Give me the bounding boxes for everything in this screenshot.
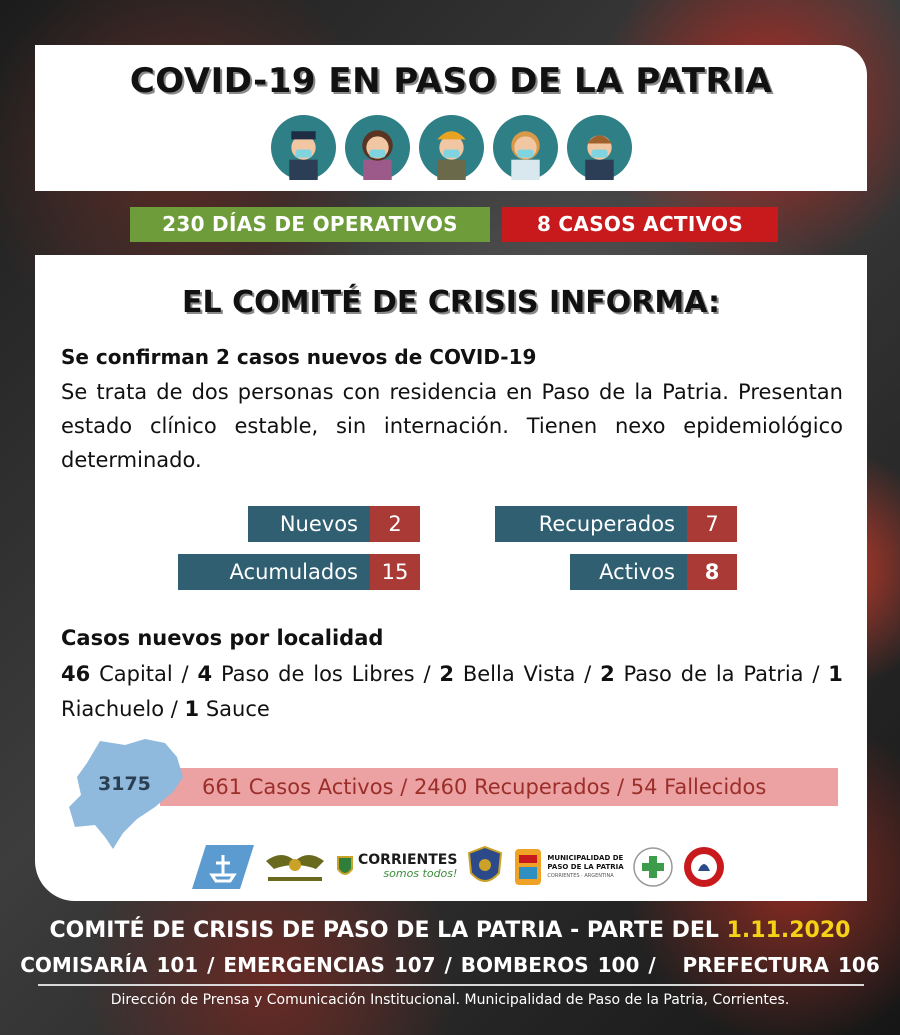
news-body: Se trata de dos personas con residencia en Paso de la Patria. Presentan estado clínico estable, sin internación. Tienen nexo epidemiológico determinado. [61, 380, 843, 472]
woman-mask-icon [345, 115, 410, 180]
municipality-emblem-icon [513, 847, 543, 887]
emergency-numbers: COMISARÍA 101 / EMERGENCIAS 107 / BOMBEROS 100 / PREFECTURA 106 [20, 953, 880, 977]
active-cases-badge: 8 CASOS ACTIVOS [502, 207, 778, 242]
avatar-row [35, 115, 867, 180]
stat-label: Acumulados [178, 554, 370, 590]
locality-count: 2 [439, 662, 454, 686]
province-total: 3175 [98, 773, 151, 795]
institution-logos [192, 845, 726, 889]
stat-value: 15 [370, 554, 420, 590]
news-heading: Se confirman 2 casos nuevos de COVID-19 [61, 345, 537, 369]
corrientes-slogan: somos todos! [383, 867, 458, 880]
locality-count: 4 [197, 662, 213, 686]
footer-divider [38, 984, 864, 986]
footer-title: COMITÉ DE CRISIS DE PASO DE LA PATRIA - PARTE DEL 1.11.2020 [49, 918, 851, 943]
province-summary: 661 Casos Activos / 2460 Recuperados / 54 Fallecidos [202, 775, 767, 799]
page-title: COVID-19 EN PASO DE LA PATRIA [129, 61, 773, 101]
localities-heading: Casos nuevos por localidad [61, 626, 384, 650]
locality-count: 46 [61, 662, 91, 686]
prefectura-logo-icon [192, 845, 254, 889]
header-panel [35, 45, 867, 191]
stat-acumulados [178, 554, 420, 590]
municipality-line3: CORRIENTES · ARGENTINA [547, 872, 614, 879]
corrientes-logo [336, 845, 457, 889]
locality-count: 1 [828, 662, 843, 686]
province-summary-bar [160, 768, 838, 806]
localities-list: 46 Capital / 4 Paso de los Libres / 2 Bella Vista / 2 Paso de la Patria / 1 Riachuelo / 1 Sauce [61, 662, 843, 721]
locality-name: Capital [99, 662, 173, 686]
police-shield-logo-icon [465, 845, 505, 889]
footer-credit: Dirección de Prensa y Comunicación Institucional. Municipalidad de Paso de la Patria, Corrientes. [110, 992, 790, 1008]
bomberos-logo-icon [682, 845, 726, 889]
locality-name: Bella Vista [462, 662, 576, 686]
municipality-line2: PASO DE LA PATRIA [547, 862, 624, 871]
stat-value: 8 [687, 554, 737, 590]
locality-count: 2 [600, 662, 615, 686]
municipality-line1: MUNICIPALIDAD DE [547, 853, 624, 862]
corrientes-name: CORRIENTES [358, 852, 458, 868]
firefighter-icon [419, 115, 484, 180]
municipality-logo [513, 845, 623, 889]
stat-recuperados [495, 506, 737, 542]
status-badges [130, 207, 778, 242]
stat-value: 7 [687, 506, 737, 542]
locality-name: Sauce [205, 697, 270, 721]
locality-count: 1 [184, 697, 200, 721]
stat-label: Nuevos [248, 506, 370, 542]
gendarmeria-logo-icon [262, 845, 328, 889]
man-mask-icon [567, 115, 632, 180]
police-officer-icon [271, 115, 336, 180]
report-date: 1.11.2020 [726, 918, 851, 943]
stat-nuevos [248, 506, 420, 542]
report-title: EL COMITÉ DE CRISIS INFORMA: [182, 285, 720, 320]
stat-activos [570, 554, 737, 590]
locality-name: Paso de los Libres [220, 662, 415, 686]
locality-name: Paso de la Patria [623, 662, 804, 686]
operativos-badge: 230 DÍAS DE OPERATIVOS [130, 207, 490, 242]
stat-label: Recuperados [495, 506, 687, 542]
locality-name: Riachuelo [61, 697, 165, 721]
stat-value: 2 [370, 506, 420, 542]
corrientes-shield-icon [336, 855, 354, 879]
hospital-logo-icon [632, 845, 674, 889]
stat-label: Activos [570, 554, 687, 590]
nurse-icon [493, 115, 558, 180]
